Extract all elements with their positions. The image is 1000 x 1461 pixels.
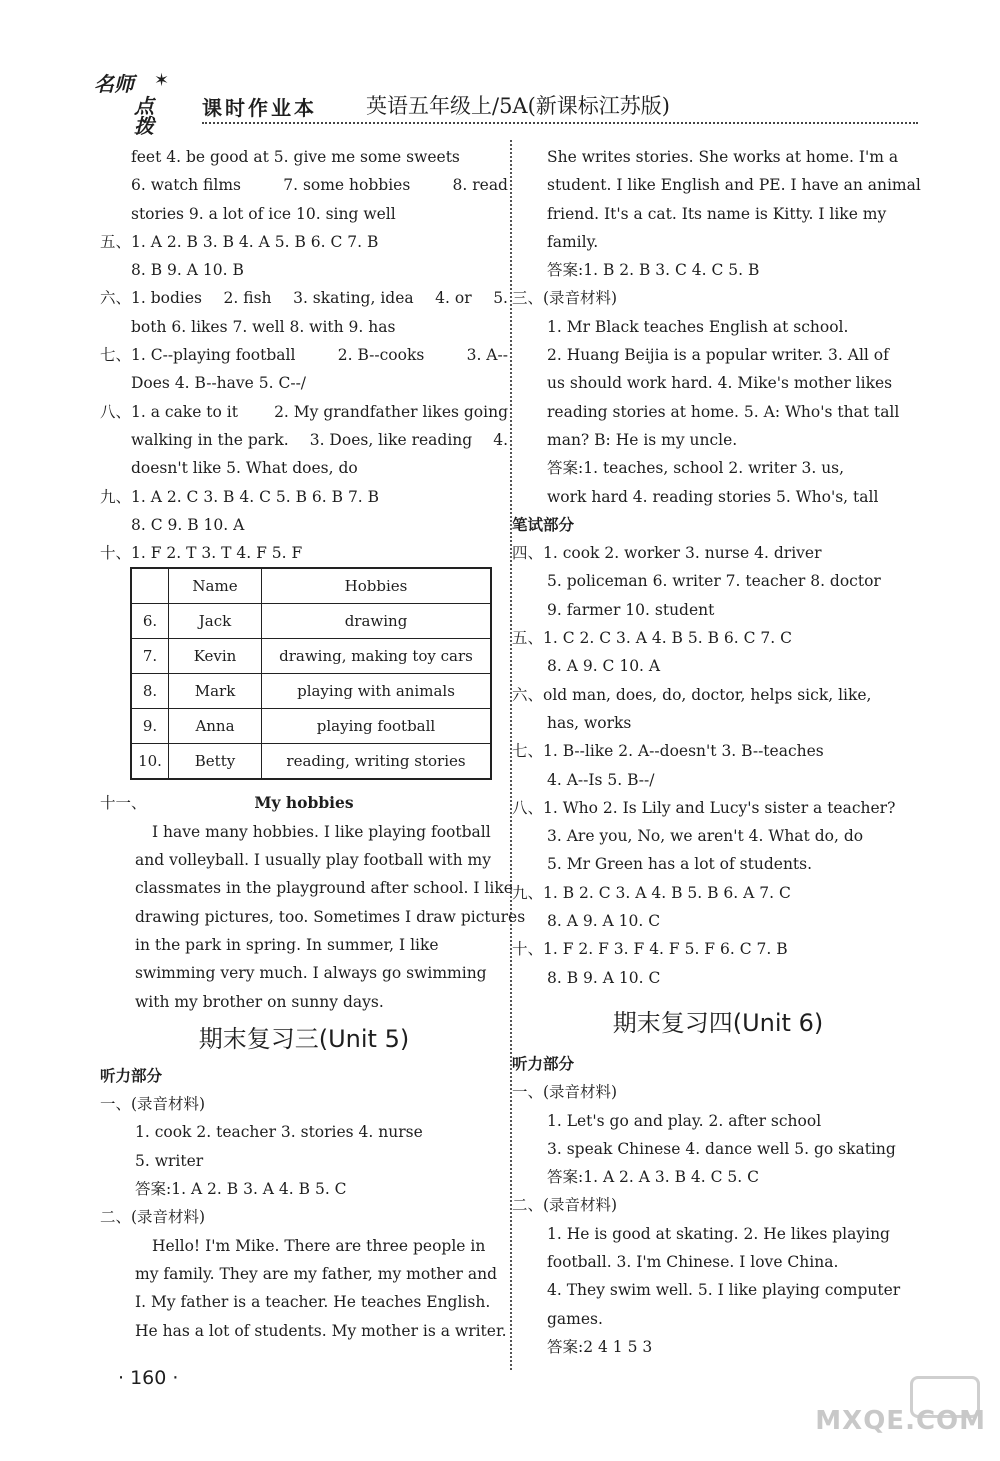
answer-line: 十、1. F 2. T 3. T 4. F 5. F xyxy=(100,544,303,563)
answer-line: 4. A--Is 5. B--/ xyxy=(547,770,655,789)
passage-line: student. I like English and PE. I have an animal xyxy=(547,176,921,195)
subsection-label: 听力部分 xyxy=(512,1053,575,1073)
answer-line xyxy=(100,171,508,199)
answer-item: 8. read xyxy=(452,176,508,195)
hobbies-table-wrap xyxy=(100,567,508,789)
passage-line: 2. Huang Beijia is a popular writer. 3. All of xyxy=(547,346,889,365)
table-cell: 6. xyxy=(131,604,169,639)
answer-line xyxy=(100,341,508,369)
answer-line: has, works xyxy=(547,713,632,732)
answer-item: 2. B--cooks xyxy=(337,346,425,365)
answer-line: 8. C 9. B 10. A xyxy=(131,515,245,534)
essay-line: and volleyball. I usually play football with my xyxy=(135,851,492,870)
table-row xyxy=(131,744,491,780)
question-label: 二、(录音材料) xyxy=(100,1208,206,1227)
answer-line: 1. cook 2. teacher 3. stories 4. nurse xyxy=(135,1123,423,1142)
answer-item: 3. skating, idea xyxy=(293,289,414,308)
answer-line: 3. speak Chinese 4. dance well 5. go skating xyxy=(547,1139,896,1158)
table-header-cell: Name xyxy=(169,568,262,604)
publisher-logo xyxy=(94,72,154,138)
passage-line: family. xyxy=(547,232,599,251)
header-divider xyxy=(202,122,918,124)
page-header xyxy=(90,70,920,138)
essay-title: My hobbies xyxy=(254,793,354,813)
answer-line: doesn't like 5. What does, do xyxy=(131,459,358,478)
table-cell: 10. xyxy=(131,744,169,780)
answer-line xyxy=(100,284,508,312)
table-cell: drawing, making toy cars xyxy=(262,639,492,674)
essay-label: 十一、 xyxy=(100,794,147,813)
question-label: 三、(录音材料) xyxy=(512,289,618,308)
answer-line: 5. Mr Green has a lot of students. xyxy=(547,855,813,874)
table-cell: 8. xyxy=(131,674,169,709)
answer-line: stories 9. a lot of ice 10. sing well xyxy=(131,204,396,223)
table-cell: Betty xyxy=(169,744,262,780)
passage-line: friend. It's a cat. Its name is Kitty. I like my xyxy=(547,204,887,223)
essay-line: classmates in the playground after school. I like xyxy=(135,879,513,898)
question-label: 一、(录音材料) xyxy=(512,1083,618,1102)
table-row xyxy=(131,674,491,709)
answer-line: 9. farmer 10. student xyxy=(547,600,715,619)
answer-line: 答案:1. A 2. B 3. A 4. B 5. C xyxy=(135,1180,347,1199)
answer-item: 六、1. bodies xyxy=(100,289,202,308)
hobbies-table xyxy=(130,567,492,780)
table-cell: Kevin xyxy=(169,639,262,674)
table-header-row xyxy=(131,568,491,604)
table-cell: Jack xyxy=(169,604,262,639)
answer-item: walking in the park. xyxy=(131,430,289,449)
passage-line: us should work hard. 4. Mike's mother likes xyxy=(547,374,893,393)
answer-line: 答案:2 4 1 5 3 xyxy=(547,1337,653,1356)
answer-item: 3. Does, like reading xyxy=(309,430,473,449)
logo-text-a: 名师 xyxy=(94,72,134,96)
answer-item: 七、1. C--playing football xyxy=(100,346,296,365)
answer-line: 5. writer xyxy=(135,1151,204,1170)
table-cell: playing with animals xyxy=(262,674,492,709)
right-column xyxy=(512,143,924,1361)
answer-line: both 6. likes 7. well 8. with 9. has xyxy=(131,317,396,336)
passage-line: football. 3. I'm Chinese. I love China. xyxy=(547,1252,839,1271)
essay-line: I have many hobbies. I like playing football xyxy=(152,822,491,841)
answer-item: 八、1. a cake to it xyxy=(100,402,238,421)
answer-item: 6. watch films xyxy=(131,176,241,195)
answer-line: 8. B 9. A 10. C xyxy=(547,968,661,987)
passage-line: man? B: He is my uncle. xyxy=(547,430,738,449)
answer-line: 8. B 9. A 10. B xyxy=(131,261,244,280)
passage-line: 1. He is good at skating. 2. He likes playing xyxy=(547,1224,890,1243)
passage-line: I. My father is a teacher. He teaches English. xyxy=(135,1293,491,1312)
table-cell: Anna xyxy=(169,709,262,744)
table-row xyxy=(131,604,491,639)
passage-line: my family. They are my father, my mother and xyxy=(135,1264,498,1283)
table-cell: Mark xyxy=(169,674,262,709)
answer-line: 七、1. B--like 2. A--doesn't 3. B--teaches xyxy=(512,742,824,761)
answer-item: 2. My grandfather likes going xyxy=(274,402,508,421)
answer-line: 8. A 9. C 10. A xyxy=(547,657,661,676)
passage-line: 1. Mr Black teaches English at school. xyxy=(547,317,849,336)
question-label: 二、(录音材料) xyxy=(512,1196,618,1215)
answer-line: 五、1. C 2. C 3. A 4. B 5. B 6. C 7. C xyxy=(512,629,792,648)
answer-item: 2. fish xyxy=(223,289,272,308)
passage-line: He has a lot of students. My mother is a writer. xyxy=(135,1321,507,1340)
table-header-cell: Hobbies xyxy=(262,568,492,604)
page-number: · 160 · xyxy=(118,1367,179,1389)
answer-line: 5. policeman 6. writer 7. teacher 8. doctor xyxy=(547,572,881,591)
question-label: 一、(录音材料) xyxy=(100,1095,206,1114)
essay-line: in the park in spring. In summer, I like xyxy=(135,935,439,954)
table-cell: 7. xyxy=(131,639,169,674)
subsection-label: 笔试部分 xyxy=(512,514,575,534)
passage-line: Hello! I'm Mike. There are three people in xyxy=(152,1236,486,1255)
table-cell: playing football xyxy=(262,709,492,744)
essay-line: drawing pictures, too. Sometimes I draw pictures xyxy=(135,907,526,926)
answer-line: 四、1. cook 2. worker 3. nurse 4. driver xyxy=(512,544,822,563)
answer-line xyxy=(100,426,508,454)
watermark xyxy=(815,1376,990,1454)
book-subtitle: 英语五年级上/5A(新课标江苏版) xyxy=(366,94,670,118)
answer-item: 4. or xyxy=(435,289,472,308)
essay-heading-line xyxy=(100,789,508,817)
answer-line: 六、old man, does, do, doctor, helps sick, like, xyxy=(512,685,872,704)
answer-line: 1. Let's go and play. 2. after school xyxy=(547,1111,822,1130)
answer-line xyxy=(100,398,508,426)
passage-line: reading stories at home. 5. A: Who's that tall xyxy=(547,402,900,421)
table-header-cell xyxy=(131,568,169,604)
answer-item: 4. xyxy=(493,430,508,449)
essay-line: swimming very much. I always go swimming xyxy=(135,964,487,983)
table-row xyxy=(131,709,491,744)
section-title: 期末复习四(Unit 6) xyxy=(612,1008,824,1037)
answer-line: 十、1. F 2. F 3. F 4. F 5. F 6. C 7. B xyxy=(512,940,788,959)
table-row xyxy=(131,639,491,674)
answer-line: 3. Are you, No, we aren't 4. What do, do xyxy=(547,827,864,846)
answer-line: feet 4. be good at 5. give me some sweets xyxy=(131,148,460,166)
answer-line: 答案:1. A 2. A 3. B 4. C 5. C xyxy=(547,1168,760,1187)
answer-line: work hard 4. reading stories 5. Who's, tall xyxy=(547,487,879,506)
star-icon: ✶ xyxy=(154,70,170,91)
table-cell: 9. xyxy=(131,709,169,744)
answer-line: 答案:1. B 2. B 3. C 4. C 5. B xyxy=(547,261,760,280)
answer-line: 答案:1. teaches, school 2. writer 3. us, xyxy=(547,459,845,478)
answer-line: 8. A 9. A 10. C xyxy=(547,912,661,931)
answer-item: 3. A-- xyxy=(466,346,508,365)
passage-line: games. xyxy=(547,1309,603,1328)
left-column xyxy=(100,143,526,1345)
answer-line: 九、1. A 2. C 3. B 4. C 5. B 6. B 7. B xyxy=(100,487,380,506)
subsection-label: 听力部分 xyxy=(100,1065,163,1085)
answer-item: 5. xyxy=(493,289,508,308)
watermark-text: MXQE.COM xyxy=(815,1406,986,1436)
passage-line: She writes stories. She works at home. I'm a xyxy=(547,148,899,166)
table-cell: reading, writing stories xyxy=(262,744,492,780)
book-series-title: 课时作业本 xyxy=(202,96,317,120)
section-title: 期末复习三(Unit 5) xyxy=(198,1024,410,1053)
answer-line: 五、1. A 2. B 3. B 4. A 5. B 6. C 7. B xyxy=(100,232,379,251)
answer-line: 九、1. B 2. C 3. A 4. B 5. B 6. A 7. C xyxy=(512,883,791,902)
table-cell: drawing xyxy=(262,604,492,639)
answer-line: Does 4. B--have 5. C--/ xyxy=(131,374,307,393)
answer-item: 7. some hobbies xyxy=(283,176,411,195)
logo-text-b: 点拨 xyxy=(134,94,154,138)
passage-line: 4. They swim well. 5. I like playing computer xyxy=(547,1281,901,1300)
answer-line: 八、1. Who 2. Is Lily and Lucy's sister a teacher? xyxy=(512,798,896,817)
essay-line: with my brother on sunny days. xyxy=(135,992,384,1011)
